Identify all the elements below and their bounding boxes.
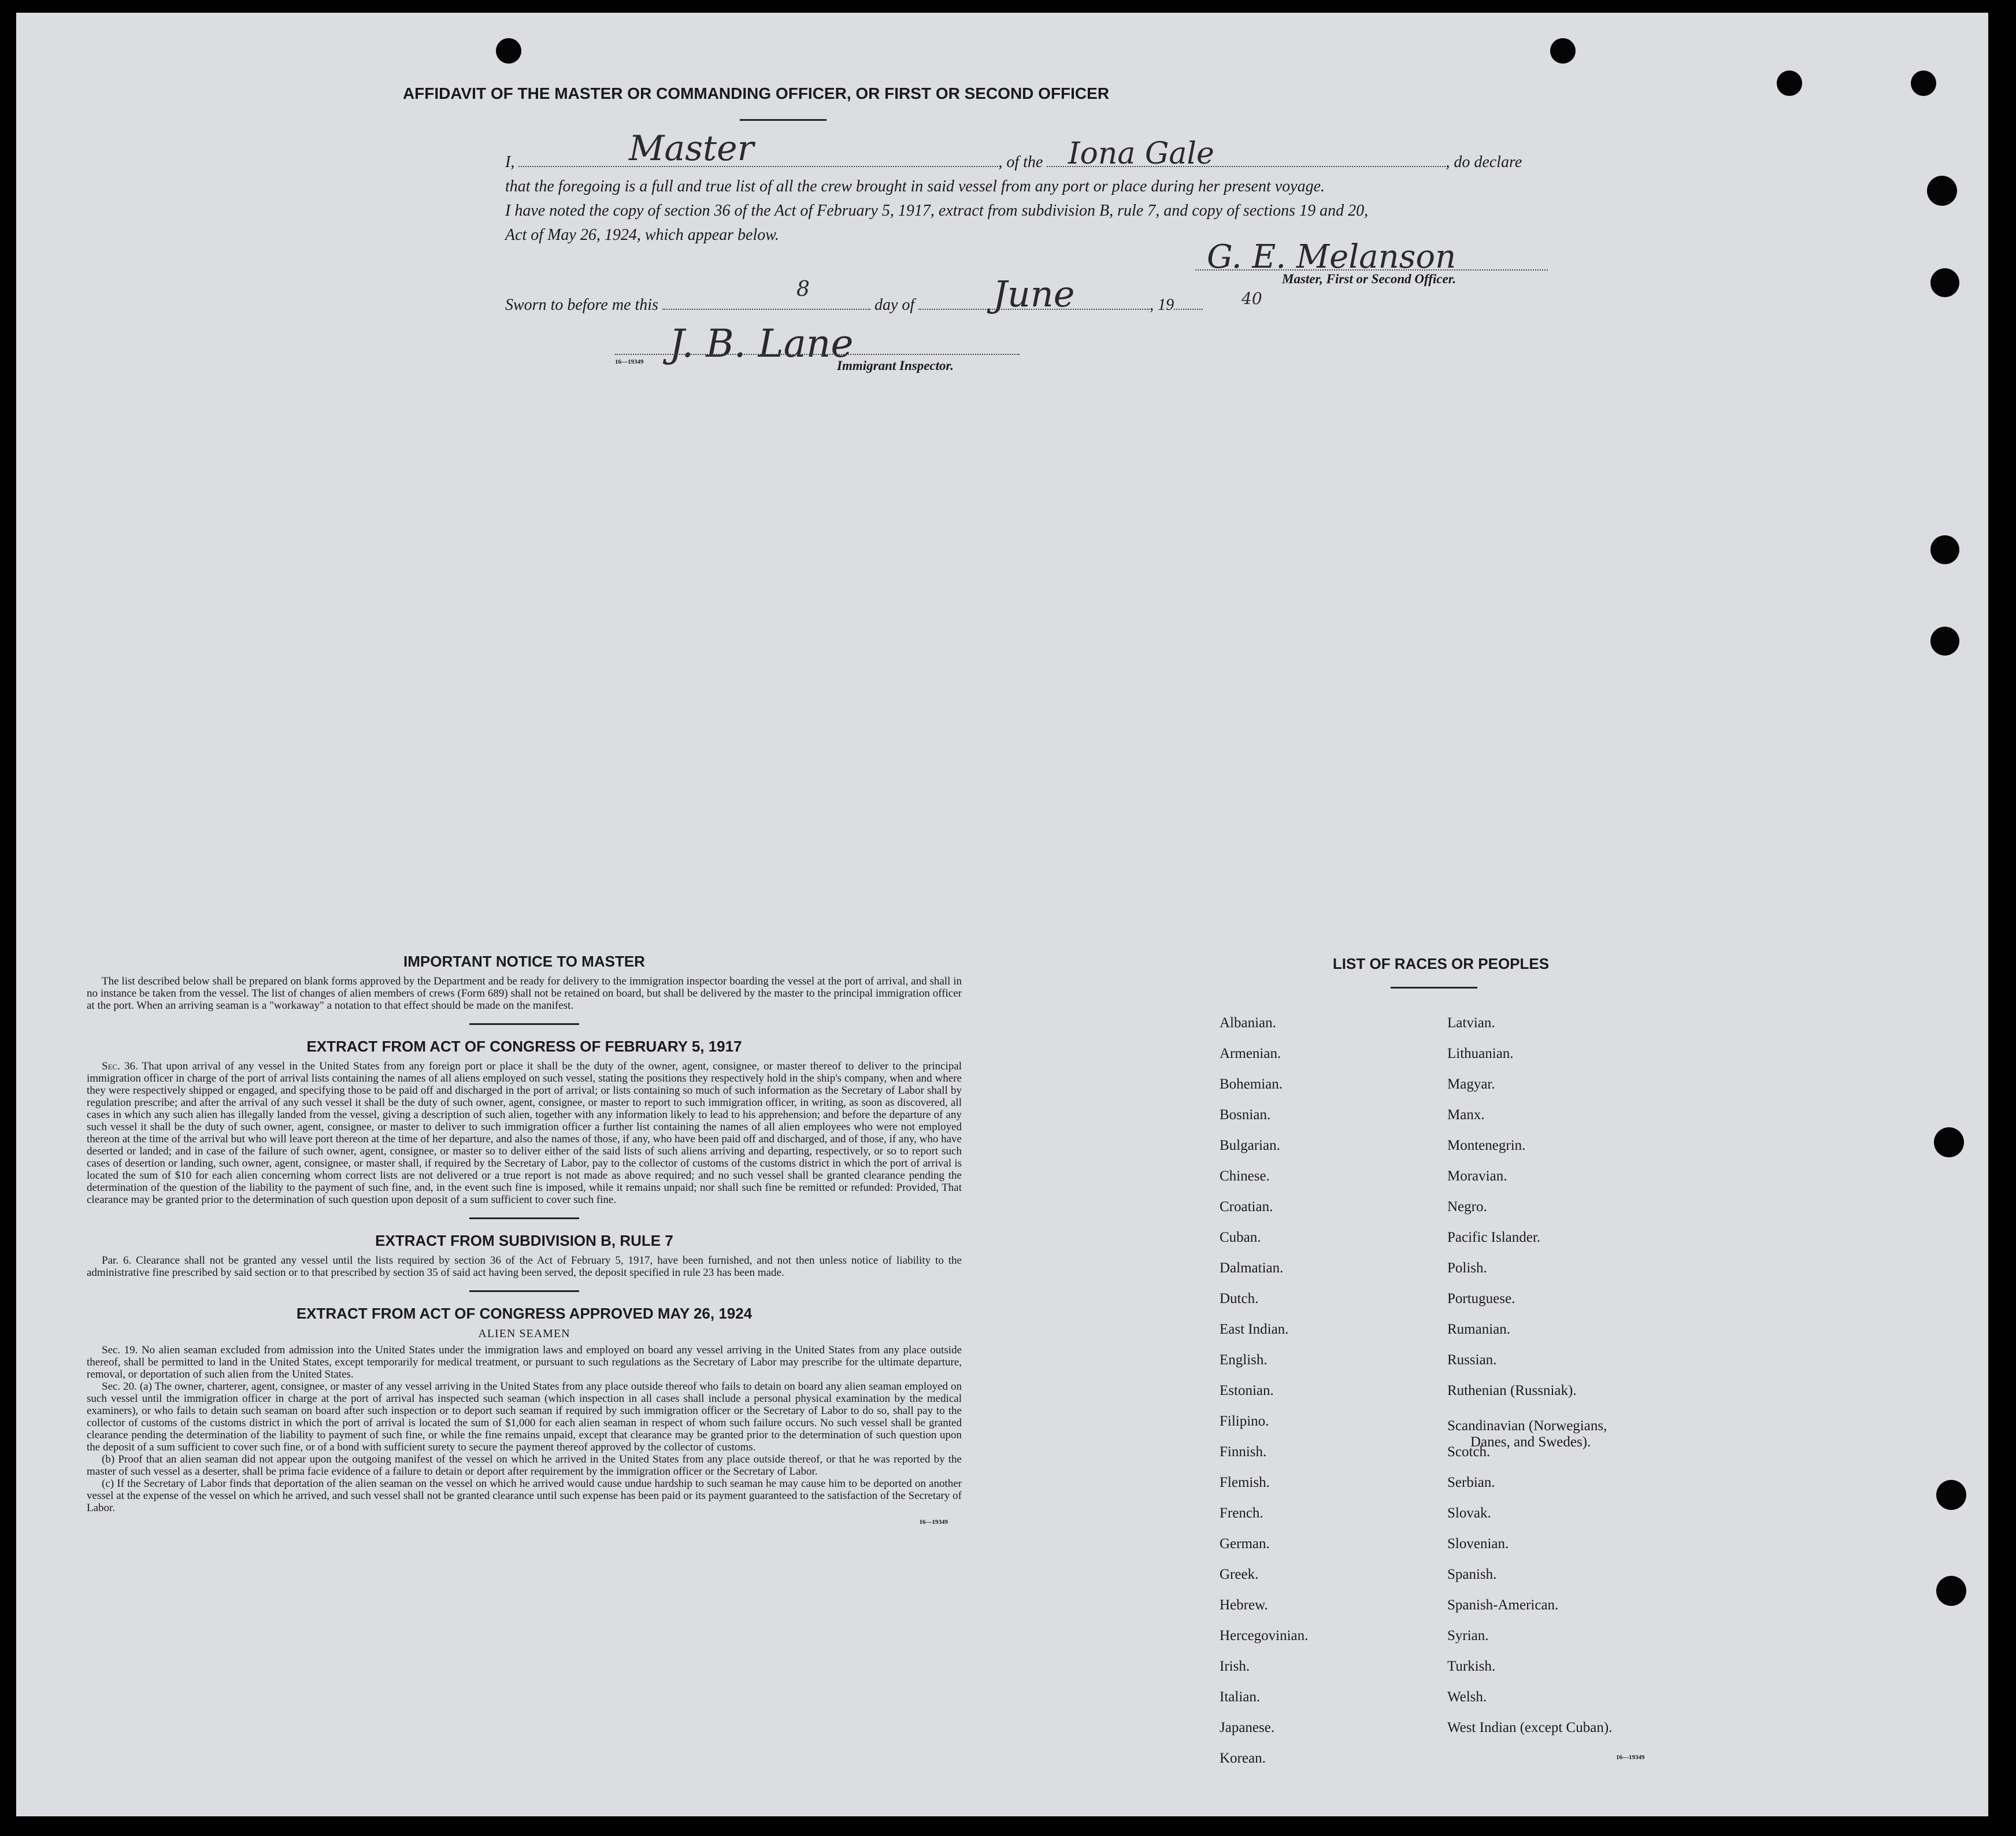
race-item: Finnish.: [1220, 1444, 1267, 1460]
handwritten-vessel: Iona Gale: [1068, 136, 1214, 171]
race-item: Italian.: [1220, 1689, 1261, 1705]
race-item: Flemish.: [1220, 1475, 1270, 1490]
race-item: Syrian.: [1447, 1628, 1489, 1643]
sworn-line: [505, 296, 1203, 314]
punch-hole: [1777, 71, 1802, 96]
punch-hole: [1930, 535, 1959, 564]
punch-hole: [1934, 1127, 1964, 1157]
sec-36-body: That upon arrival of any vessel in the United States from any foreign port or place it shall be the duty of the owner, agent, consignee, or master thereof to deliver to the principal immigration officer in charge of the port of arrival lists containing the names of all aliens employed on such vessel, stating the positions they respectively hold in the ship's company, when and where they were respectively shipped or engaged, and specifying those to be paid off and discharged in the port of arrival; or lists containing so much of such information as the Secretary of Labor shall by regulation prescribe; and after the arrival of any such vessel it shall be the duty of such owner, agent, consignee, or master to report to such immigration officer, in writing, as soon as discovered, all cases in which any such alien has illegally landed from the vessel, giving a description of such alien, together with any information likely to lead to his apprehension; and before the departure of any such vessel it shall be the duty of such owner, agent, consignee, or master to deliver to such immigration officer a further list containing the names of all alien employees who were not employed thereon at the time of the arrival but who will leave port thereon at the time of her departure, and also the names of those, if any, who have been paid off and discharged, and of those, if any, who have deserted or landed; and in case of the failure of such owner, agent, consignee, or master so to deliver either of the said lists of such aliens arriving and departing, respectively, or so to report such cases of desertion or landing, such owner, agent, consignee, or master shall, if required by the Secretary of Labor, pay to the collector of customs of the customs district in which the port of arrival is located the sum of $10 for each alien concerning whom correct lists are not delivered or a true report is not made as above required; and no such vessel shall be granted clearance pending the determination of the question of the liability to the payment of such fine, and, in the event such fine is imposed, while it remains unpaid; nor shall such fine be remitted or refunded: Provided, That clearance may be granted prior to the determination of such question upon deposit of a sum sufficient to cover such fine.: [87, 1060, 962, 1206]
master-signature: G. E. Melanson: [1207, 238, 1457, 276]
form-number: 16—19349: [1616, 1754, 1645, 1761]
race-item: German.: [1220, 1536, 1270, 1552]
notice-text: The list described below shall be prepared on blank forms approved by the Department and be ready for delivery to the immigration inspector boarding the vessel at the port of arrival, and shall in no instance be taken from the vessel. The list of changes of alien members of crews (Form 689) shall not be retained on board, but shall be delivered by the master to the principal immigration officer at the port. When an arriving seaman is a "workaway" a notation to that effect should be made on the manifest.: [87, 975, 962, 1012]
punch-hole: [1930, 627, 1959, 656]
race-item: Portuguese.: [1447, 1291, 1515, 1306]
punch-hole: [1927, 176, 1957, 206]
affidavit-line-4: Act of May 26, 1924, which appear below.: [505, 226, 779, 244]
section-divider: [469, 1217, 579, 1219]
punch-hole: [1936, 1480, 1966, 1510]
race-item: Rumanian.: [1447, 1322, 1511, 1337]
race-item: English.: [1220, 1352, 1268, 1368]
i-label: I,: [505, 153, 515, 171]
race-item: Irish.: [1220, 1659, 1250, 1674]
master-caption: Master, First or Second Officer.: [1282, 272, 1457, 286]
handwritten-name: Master: [629, 128, 754, 169]
races-divider: [1391, 987, 1477, 989]
sworn-label: Sworn to before me this: [505, 296, 658, 314]
race-item: Manx.: [1447, 1107, 1485, 1123]
race-item: Bulgarian.: [1220, 1138, 1280, 1153]
race-item: Pacific Islander.: [1447, 1230, 1541, 1245]
day-field: [662, 309, 870, 310]
punch-hole: [1930, 268, 1959, 297]
master-signature-line: [1195, 269, 1548, 271]
race-item: Turkish.: [1447, 1659, 1496, 1674]
notice-title: IMPORTANT NOTICE TO MASTER: [403, 953, 645, 970]
race-item: Montenegrin.: [1447, 1138, 1526, 1153]
race-item: Negro.: [1447, 1199, 1487, 1215]
race-item: Welsh.: [1447, 1689, 1487, 1705]
race-item: Serbian.: [1447, 1475, 1495, 1490]
of-the-label: , of the: [998, 153, 1043, 171]
race-item: East Indian.: [1220, 1322, 1289, 1337]
sec-20c-text: (c) If the Secretary of Labor finds that deportation of the alien seaman on the vessel on which he arrived would cause undue hardship to such seaman he may cause him to be deported on another vessel at the expense of the vessel on which he arrived, and such vessel shall not be granted clearance until such expense has been paid or its payment guaranteed to the satisfaction of the Secretary of Labor.: [87, 1478, 962, 1514]
extract-rule7-text: Par. 6. Clearance shall not be granted any vessel until the lists required by section 36 of the Act of February 5, 1917, have been furnished, and not then unless notice of liability to the administrative fine prescribed by said section or to that prescribed by section 35 of said act having been served, the deposit specified in rule 23 has been made.: [87, 1254, 962, 1279]
race-item: Magyar.: [1447, 1076, 1495, 1092]
punch-hole: [1911, 71, 1936, 96]
race-item: Armenian.: [1220, 1046, 1281, 1061]
affidavit-line-3: I have noted the copy of section 36 of the Act of February 5, 1917, extract from subdivision B, rule 7, and copy of sections 19 and 20,: [505, 202, 1369, 220]
race-item: Albanian.: [1220, 1015, 1276, 1031]
race-item: Filipino.: [1220, 1413, 1269, 1429]
inspector-signature-line: [615, 354, 1020, 355]
race-item: Scandinavian (Norwegians,: [1447, 1418, 1607, 1434]
section-divider: [469, 1290, 579, 1292]
race-item: Estonian.: [1220, 1383, 1274, 1398]
race-item: Scotch.: [1447, 1444, 1491, 1460]
legal-column: [87, 953, 962, 1526]
alien-seamen-subtitle: ALIEN SEAMEN: [478, 1327, 570, 1340]
year-prefix: , 19: [1150, 296, 1174, 314]
race-item: Slovenian.: [1447, 1536, 1509, 1552]
do-declare-label: , do declare: [1446, 153, 1522, 171]
race-item: Bosnian.: [1220, 1107, 1271, 1123]
extract-1917-text: [87, 1060, 962, 1206]
handwritten-day: 8: [796, 277, 810, 301]
title-divider: [740, 119, 827, 121]
affidavit-line-2: that the foregoing is a full and true list of all the crew brought in said vessel from any port or place during her present voyage.: [505, 177, 1325, 195]
race-item: Japanese.: [1220, 1720, 1275, 1735]
document-page: [16, 13, 1988, 1816]
race-item: Russian.: [1447, 1352, 1497, 1368]
inspector-signature: J. B. Lane: [669, 321, 854, 366]
race-item: Moravian.: [1447, 1168, 1507, 1184]
inspector-caption: Immigrant Inspector.: [837, 358, 954, 373]
year-field: [1174, 309, 1203, 310]
race-item: Greek.: [1220, 1567, 1259, 1582]
race-item: Danes, and Swedes).: [1470, 1434, 1591, 1450]
sec-20a-text: Sec. 20. (a) The owner, charterer, agent, consignee, or master of any vessel arriving in the United States from any place outside thereof who fails to detain on board any alien seaman employed on such vessel until the immigration officer in charge at the port of arrival has inspected such seaman (which inspection in all cases shall include a personal physical examination by the medical examiners), or who fails to detain such seaman on board after such inspection or to deport such seaman if required by such immigration officer or the Secretary of Labor to do so, shall pay to the collector of customs of the customs district in which the port of arrival is located the sum of $1,000 for each alien seaman in respect of whom such failure occurs. No such vessel shall be granted clearance pending the determination of the liability to payment of such fine, or while the fine remains unpaid, except that clearance may be granted prior to the determination of such question upon the deposit of a sum sufficient to cover such fine, or of a bond with sufficient surety to secure the payment thereof approved by the collector of customs.: [87, 1380, 962, 1453]
form-number: 16—19349: [919, 1519, 948, 1526]
form-number: 16—19349: [615, 358, 644, 365]
extract-1917-title: EXTRACT FROM ACT OF CONGRESS OF FEBRUARY 5, 1917: [306, 1038, 742, 1055]
race-item: French.: [1220, 1505, 1263, 1521]
race-item: Dutch.: [1220, 1291, 1259, 1306]
handwritten-month: June: [993, 273, 1075, 315]
race-item: Chinese.: [1220, 1168, 1270, 1184]
handwritten-year: 40: [1242, 289, 1262, 308]
race-item: West Indian (except Cuban).: [1447, 1720, 1613, 1735]
race-item: Dalmatian.: [1220, 1260, 1284, 1276]
race-item: Hercegovinian.: [1220, 1628, 1309, 1643]
races-title: LIST OF RACES OR PEOPLES: [1332, 955, 1550, 972]
race-item: Lithuanian.: [1447, 1046, 1514, 1061]
extract-rule7-title: EXTRACT FROM SUBDIVISION B, RULE 7: [375, 1232, 673, 1249]
race-item: Cuban.: [1220, 1230, 1261, 1245]
section-divider: [469, 1023, 579, 1025]
name-field: [518, 166, 998, 167]
race-item: Ruthenian (Russniak).: [1447, 1383, 1577, 1398]
race-item: Korean.: [1220, 1750, 1266, 1766]
race-item: Latvian.: [1447, 1015, 1495, 1031]
punch-hole: [1550, 38, 1576, 64]
sec-20b-text: (b) Proof that an alien seaman did not appear upon the outgoing manifest of the vessel on which he arrived in the United States from any place outside thereof, or that he was reported by the master of such vessel as a deserter, shall be prima facie evidence of a failure to detain or deport after requirement by the immigration officer or the Secretary of Labor.: [87, 1453, 962, 1478]
race-item: Hebrew.: [1220, 1597, 1268, 1613]
race-item: Polish.: [1447, 1260, 1487, 1276]
race-item: Spanish.: [1447, 1567, 1497, 1582]
day-of-label: day of: [874, 296, 915, 314]
affidavit-title: AFFIDAVIT OF THE MASTER OR COMMANDING OFFICER, OR FIRST OR SECOND OFFICER: [402, 84, 1110, 102]
race-item: Croatian.: [1220, 1199, 1273, 1215]
punch-hole: [1936, 1576, 1966, 1606]
extract-1924-title: EXTRACT FROM ACT OF CONGRESS APPROVED MAY 26, 1924: [296, 1305, 753, 1322]
sec-19-text: Sec. 19. No alien seaman excluded from admission into the United States under the immigration laws and employed on board any vessel arriving in the United States from any place outside thereof, shall be permitted to land in the United States, except temporarily for medical treatment, or pursuant to such regulations as the Secretary of Labor may prescribe for the ultimate departure, removal, or deportation of such alien from the United States.: [87, 1344, 962, 1380]
race-item: Spanish-American.: [1447, 1597, 1559, 1613]
race-item: Bohemian.: [1220, 1076, 1283, 1092]
race-item: Slovak.: [1447, 1505, 1491, 1521]
punch-hole: [496, 38, 521, 64]
sec-36-label: Sec. 36.: [102, 1060, 138, 1072]
